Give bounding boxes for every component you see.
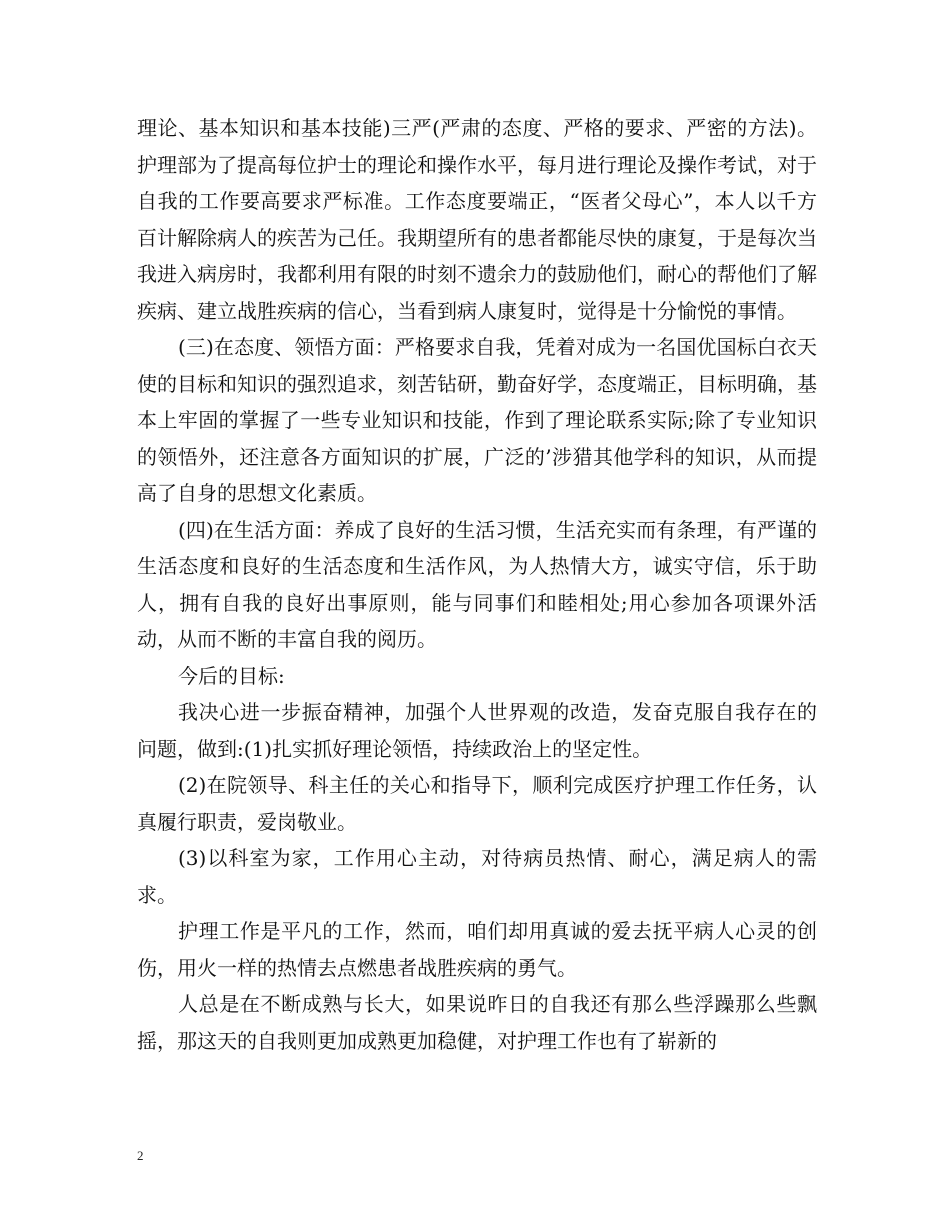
paragraph-resolve: 我决心进一步振奋精神，加强个人世界观的改造，发奋克服自我存在的问题，做到:(1)扎实抓好理论领悟，持续政治上的坚定性。 <box>137 700 817 761</box>
paragraph-nursing-work: 护理工作是平凡的工作，然而，咱们却用真诚的爱去抚平病人心灵的创伤，用火一样的热情去点燃患者战胜疾病的勇气。 <box>137 919 817 980</box>
document-body <box>137 110 817 1059</box>
paragraph-goal-2: (2)在院领导、科主任的关心和指导下，顺利完成医疗护理工作任务，认真履行职责，爱岗敬业。 <box>137 773 817 834</box>
paragraph-growth: 人总是在不断成熟与长大，如果说昨日的自我还有那么些浮躁那么些飘摇，那这天的自我则更加成熟更加稳健，对护理工作也有了崭新的 <box>137 992 817 1053</box>
heading-future-goals: 今后的目标: <box>178 663 285 688</box>
paragraph-attitude-learning: (三)在态度、领悟方面：严格要求自我，凭着对成为一名国优国标白衣天使的目标和知识的强烈追求，刻苦钻研，勤奋好学，态度端正，目标明确，基本上牢固的掌握了一些专业知识和技能，作到了理论联系实际;除了专业知识的领悟外，还注意各方面知识的扩展，广泛的’涉猎其他学科的知识，从而提高了自身的思想文化素质。 <box>137 335 817 505</box>
paragraph-life: (四)在生活方面：养成了良好的生活习惯，生活充实而有条理，有严谨的生活态度和良好的生活态度和生活作风，为人热情大方，诚实守信，乐于助人，拥有自我的良好出事原则，能与同事们和睦相处;用心参加各项课外活动，从而不断的丰富自我的阅历。 <box>137 517 817 651</box>
page-number: 2 <box>137 1148 144 1163</box>
paragraph-goal-3: (3)以科室为家，工作用心主动，对待病员热情、耐心，满足病人的需求。 <box>137 846 817 907</box>
paragraph-continuation: 理论、基本知识和基本技能)三严(严肃的态度、严格的要求、严密的方法)。护理部为了提高每位护士的理论和操作水平，每月进行理论及操作考试，对于自我的工作要高要求严标准。工作态度要端正，“医者父母心”，本人以千方百计解除病人的疾苦为己任。我期望所有的患者都能尽快的康复，于是每次当我进入病房时，我都利用有限的时刻不遗余力的鼓励他们，耐心的帮他们了解疾病、建立战胜疾病的信心，当看到病人康复时，觉得是十分愉悦的事情。 <box>137 116 817 323</box>
